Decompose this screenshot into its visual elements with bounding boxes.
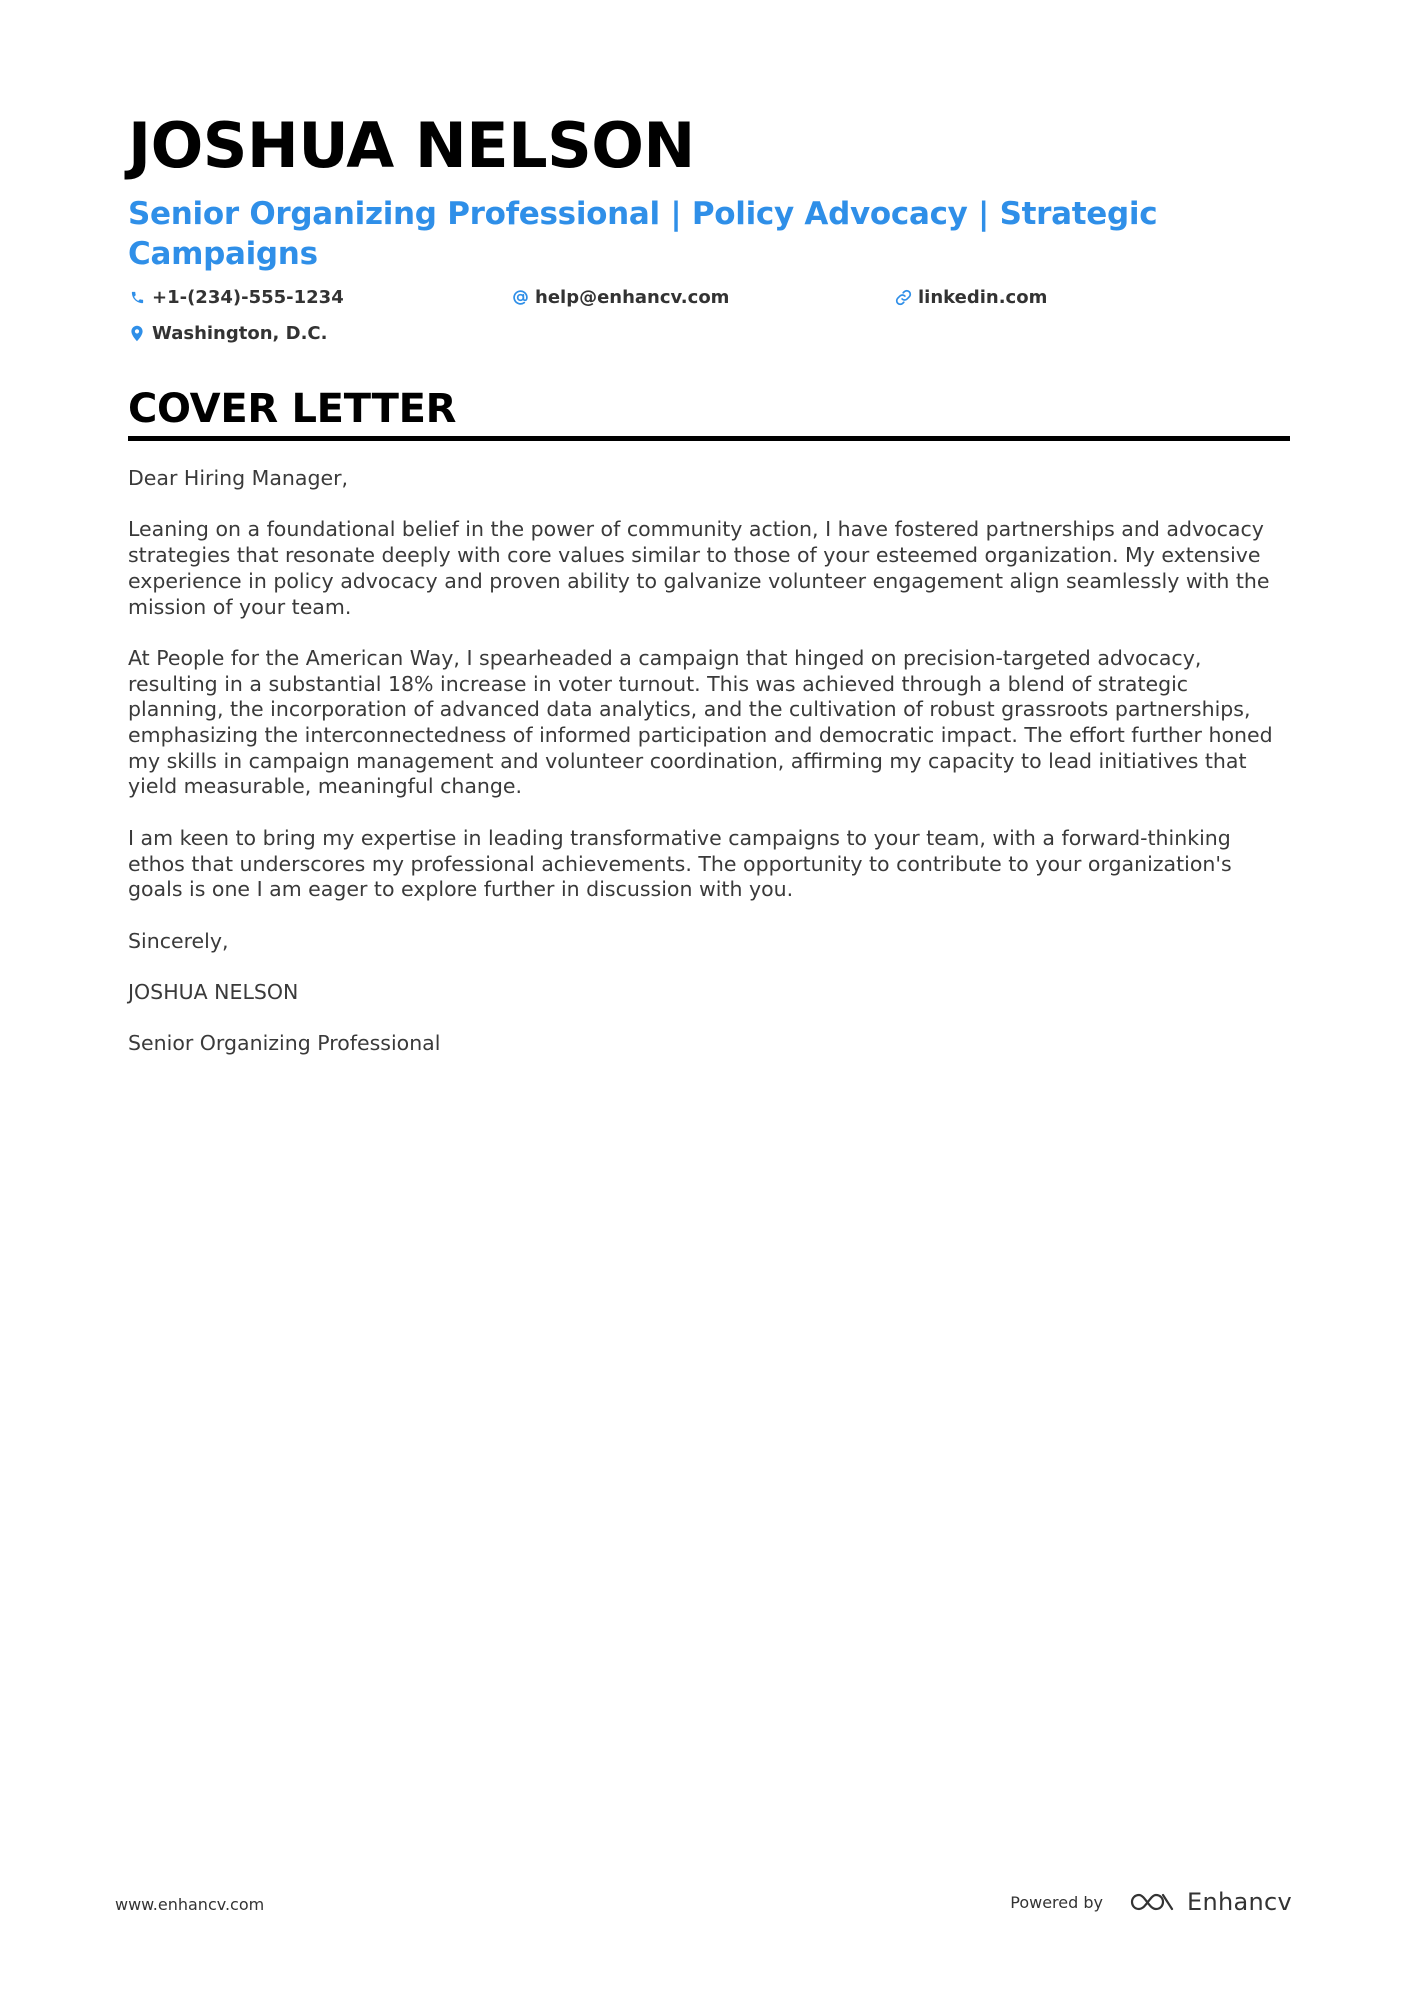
contact-info (128, 284, 1288, 360)
phone-icon (128, 288, 146, 306)
section-divider (128, 436, 1290, 441)
section-title: COVER LETTER (128, 386, 457, 432)
footer-website[interactable]: www.enhancv.com (115, 1895, 265, 1914)
applicant-name: JOSHUA NELSON (128, 109, 695, 182)
phone-text: +1-(234)-555-1234 (152, 286, 344, 308)
applicant-headline: Senior Organizing Professional | Policy Advocacy | Strategic Campaigns (128, 196, 1158, 272)
link-icon (894, 288, 912, 306)
resume-header (128, 108, 1288, 360)
letter-salutation: Dear Hiring Manager, (128, 466, 349, 490)
powered-by-label: Powered by (1010, 1892, 1103, 1912)
enhancv-logo-icon (1129, 1890, 1175, 1914)
brand-name: Enhancv (1186, 1888, 1292, 1916)
location-text: Washington, D.C. (152, 322, 328, 344)
contact-phone (128, 284, 344, 310)
map-pin-icon (128, 324, 146, 342)
letter-paragraph: Leaning on a foundational belief in the power of community action, I have fostered partnerships and advocacy strategies that resonate deeply with core values similar to those of your esteemed organization. My extensive experience in policy advocacy and proven ability to galvanize volunteer engagement align seamlessly with the mission of your team. (128, 517, 1270, 619)
letter-paragraph: I am keen to bring my expertise in leading transformative campaigns to your team, with a forward-thinking ethos that underscores my professional achievements. The opportunity to contribute to your organization's goals is one I am eager to explore further in discussion with you. (128, 825, 1232, 902)
signature-name: JOSHUA NELSON (128, 979, 299, 1004)
signature-title: Senior Organizing Professional (128, 1031, 441, 1056)
at-sign-icon (511, 288, 529, 306)
letter-body (128, 466, 1290, 1083)
letter-closing: Sincerely, (128, 928, 229, 953)
contact-link[interactable] (894, 284, 1047, 310)
email-text: help@enhancv.com (535, 286, 730, 308)
letter-paragraph: At People for the American Way, I spearheaded a campaign that hinged on precision-targeted advocacy, resulting in a substantial 18% increase in voter turnout. This was achieved through a blend of strategic planning, the incorporation of advanced data analytics, and the cultivation of robust grassroots partnerships, emphasizing the interconnectedness of informed participation and democratic impact. The effort further honed my skills in campaign management and volunteer coordination, affirming my capacity to lead initiatives that yield measurable, meaningful change. (128, 645, 1273, 799)
footer-branding[interactable] (1010, 1888, 1292, 1916)
contact-location (128, 320, 327, 346)
link-text: linkedin.com (918, 286, 1048, 308)
contact-email[interactable] (511, 284, 729, 310)
